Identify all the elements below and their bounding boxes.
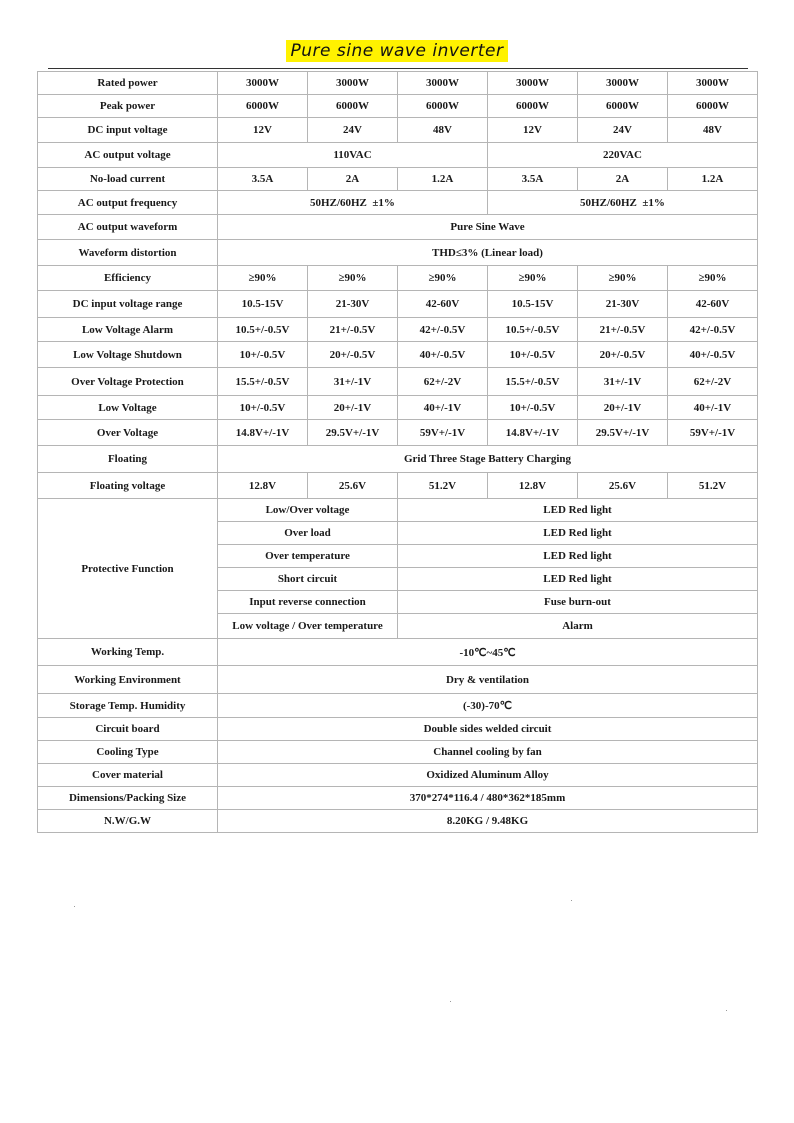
- table-row: [38, 666, 758, 694]
- cell: 220VAC: [488, 143, 758, 168]
- cell: ≥90%: [578, 266, 668, 291]
- table-row: [38, 473, 758, 499]
- protective-condition: Over load: [218, 522, 398, 545]
- cell: 10.5-15V: [488, 291, 578, 318]
- row-label: AC output frequency: [38, 191, 218, 215]
- table-row: [38, 396, 758, 420]
- scan-speck: [450, 1001, 451, 1002]
- cell: 15.5+/-0.5V: [218, 368, 308, 396]
- cell: 42+/-0.5V: [668, 318, 758, 342]
- protective-condition: Input reverse connection: [218, 591, 398, 614]
- table-row: [38, 639, 758, 666]
- protective-condition: Low voltage / Over temperature: [218, 614, 398, 639]
- cell: 370*274*116.4 / 480*362*185mm: [218, 787, 758, 810]
- cell: 12V: [488, 118, 578, 143]
- cell: 1.2A: [398, 168, 488, 191]
- cell: 51.2V: [668, 473, 758, 499]
- table-row: [38, 446, 758, 473]
- cell: 31+/-1V: [578, 368, 668, 396]
- cell: 3000W: [668, 72, 758, 95]
- cell: 29.5V+/-1V: [308, 420, 398, 446]
- cell: 10.5+/-0.5V: [218, 318, 308, 342]
- cell: 20+/-0.5V: [578, 342, 668, 368]
- cell: ≥90%: [488, 266, 578, 291]
- cell: 6000W: [488, 95, 578, 118]
- cell: THD≤3% (Linear load): [218, 240, 758, 266]
- cell: 1.2A: [668, 168, 758, 191]
- row-label: AC output voltage: [38, 143, 218, 168]
- cell: 3000W: [308, 72, 398, 95]
- cell: 48V: [668, 118, 758, 143]
- cell: 42-60V: [398, 291, 488, 318]
- cell: Dry & ventilation: [218, 666, 758, 694]
- cell: 6000W: [218, 95, 308, 118]
- cell: 14.8V+/-1V: [218, 420, 308, 446]
- cell: 6000W: [668, 95, 758, 118]
- cell: 48V: [398, 118, 488, 143]
- row-label: Floating: [38, 446, 218, 473]
- table-row: [38, 118, 758, 143]
- row-label: Storage Temp. Humidity: [38, 694, 218, 718]
- scan-speck: [571, 900, 572, 901]
- title-wrap: [0, 40, 794, 62]
- cell: 12.8V: [488, 473, 578, 499]
- table-row: [38, 787, 758, 810]
- table-row: [38, 810, 758, 833]
- protective-action: LED Red light: [398, 568, 758, 591]
- cell: ≥90%: [398, 266, 488, 291]
- protective-condition: Low/Over voltage: [218, 499, 398, 522]
- title-rule: [48, 68, 748, 69]
- table-row: [38, 168, 758, 191]
- cell: 51.2V: [398, 473, 488, 499]
- row-label: Rated power: [38, 72, 218, 95]
- cell: 40+/-0.5V: [668, 342, 758, 368]
- cell: 20+/-1V: [308, 396, 398, 420]
- cell: 21+/-0.5V: [578, 318, 668, 342]
- cell: 20+/-0.5V: [308, 342, 398, 368]
- protective-action: LED Red light: [398, 522, 758, 545]
- row-label: No-load current: [38, 168, 218, 191]
- cell: Grid Three Stage Battery Charging: [218, 446, 758, 473]
- row-label: Peak power: [38, 95, 218, 118]
- cell: 50HZ/60HZ ±1%: [488, 191, 758, 215]
- row-label: Circuit board: [38, 718, 218, 741]
- row-label: Low Voltage: [38, 396, 218, 420]
- row-label: Efficiency: [38, 266, 218, 291]
- row-label: Floating voltage: [38, 473, 218, 499]
- row-label: Protective Function: [38, 499, 218, 639]
- protective-condition: Over temperature: [218, 545, 398, 568]
- row-label: Cooling Type: [38, 741, 218, 764]
- row-label: Over Voltage: [38, 420, 218, 446]
- cell: 110VAC: [218, 143, 488, 168]
- cell: 42-60V: [668, 291, 758, 318]
- spec-table: [37, 71, 758, 833]
- cell: (-30)-70℃: [218, 694, 758, 718]
- cell: 10+/-0.5V: [488, 342, 578, 368]
- table-row: [38, 741, 758, 764]
- cell: 6000W: [578, 95, 668, 118]
- cell: 3000W: [578, 72, 668, 95]
- cell: 24V: [578, 118, 668, 143]
- cell: 12V: [218, 118, 308, 143]
- cell: ≥90%: [668, 266, 758, 291]
- cell: 40+/-1V: [668, 396, 758, 420]
- cell: 42+/-0.5V: [398, 318, 488, 342]
- cell: 20+/-1V: [578, 396, 668, 420]
- cell: 40+/-1V: [398, 396, 488, 420]
- table-row: [38, 291, 758, 318]
- cell: 10.5-15V: [218, 291, 308, 318]
- protective-condition: Short circuit: [218, 568, 398, 591]
- row-label: Cover material: [38, 764, 218, 787]
- cell: 59V+/-1V: [398, 420, 488, 446]
- table-row: [38, 420, 758, 446]
- cell: 15.5+/-0.5V: [488, 368, 578, 396]
- row-label: DC input voltage: [38, 118, 218, 143]
- cell: 31+/-1V: [308, 368, 398, 396]
- cell: 3.5A: [488, 168, 578, 191]
- cell: 10+/-0.5V: [218, 342, 308, 368]
- cell: ≥90%: [218, 266, 308, 291]
- table-row: [38, 499, 758, 522]
- cell: Oxidized Aluminum Alloy: [218, 764, 758, 787]
- cell: 6000W: [398, 95, 488, 118]
- protective-action: Alarm: [398, 614, 758, 639]
- cell: 50HZ/60HZ ±1%: [218, 191, 488, 215]
- cell: 3000W: [488, 72, 578, 95]
- scan-speck: [726, 1010, 727, 1011]
- cell: 3000W: [218, 72, 308, 95]
- protective-action: LED Red light: [398, 545, 758, 568]
- cell: 10.5+/-0.5V: [488, 318, 578, 342]
- cell: 2A: [308, 168, 398, 191]
- cell: 21-30V: [578, 291, 668, 318]
- row-label: Working Temp.: [38, 639, 218, 666]
- cell: 10+/-0.5V: [488, 396, 578, 420]
- cell: 25.6V: [578, 473, 668, 499]
- page-title: Pure sine wave inverter: [286, 40, 509, 62]
- table-row: [38, 191, 758, 215]
- cell: -10℃~45℃: [218, 639, 758, 666]
- table-row: [38, 318, 758, 342]
- cell: 62+/-2V: [398, 368, 488, 396]
- row-label: Working Environment: [38, 666, 218, 694]
- cell: 8.20KG / 9.48KG: [218, 810, 758, 833]
- table-row: [38, 95, 758, 118]
- cell: 21-30V: [308, 291, 398, 318]
- cell: ≥90%: [308, 266, 398, 291]
- row-label: AC output waveform: [38, 215, 218, 240]
- cell: 29.5V+/-1V: [578, 420, 668, 446]
- cell: 40+/-0.5V: [398, 342, 488, 368]
- cell: Pure Sine Wave: [218, 215, 758, 240]
- table-row: [38, 718, 758, 741]
- row-label: N.W/G.W: [38, 810, 218, 833]
- table-row: [38, 342, 758, 368]
- table-row: [38, 694, 758, 718]
- row-label: Low Voltage Alarm: [38, 318, 218, 342]
- cell: 2A: [578, 168, 668, 191]
- cell: Channel cooling by fan: [218, 741, 758, 764]
- table-row: [38, 240, 758, 266]
- cell: Double sides welded circuit: [218, 718, 758, 741]
- table-row: [38, 143, 758, 168]
- cell: 6000W: [308, 95, 398, 118]
- table-row: [38, 764, 758, 787]
- protective-action: LED Red light: [398, 499, 758, 522]
- cell: 10+/-0.5V: [218, 396, 308, 420]
- cell: 62+/-2V: [668, 368, 758, 396]
- table-row: [38, 72, 758, 95]
- row-label: Over Voltage Protection: [38, 368, 218, 396]
- row-label: Low Voltage Shutdown: [38, 342, 218, 368]
- cell: 14.8V+/-1V: [488, 420, 578, 446]
- cell: 3000W: [398, 72, 488, 95]
- cell: 25.6V: [308, 473, 398, 499]
- scan-speck: [74, 906, 75, 907]
- table-row: [38, 215, 758, 240]
- cell: 21+/-0.5V: [308, 318, 398, 342]
- row-label: Dimensions/Packing Size: [38, 787, 218, 810]
- cell: 12.8V: [218, 473, 308, 499]
- table-row: [38, 368, 758, 396]
- protective-action: Fuse burn-out: [398, 591, 758, 614]
- row-label: Waveform distortion: [38, 240, 218, 266]
- table-row: [38, 266, 758, 291]
- row-label: DC input voltage range: [38, 291, 218, 318]
- cell: 59V+/-1V: [668, 420, 758, 446]
- cell: 24V: [308, 118, 398, 143]
- cell: 3.5A: [218, 168, 308, 191]
